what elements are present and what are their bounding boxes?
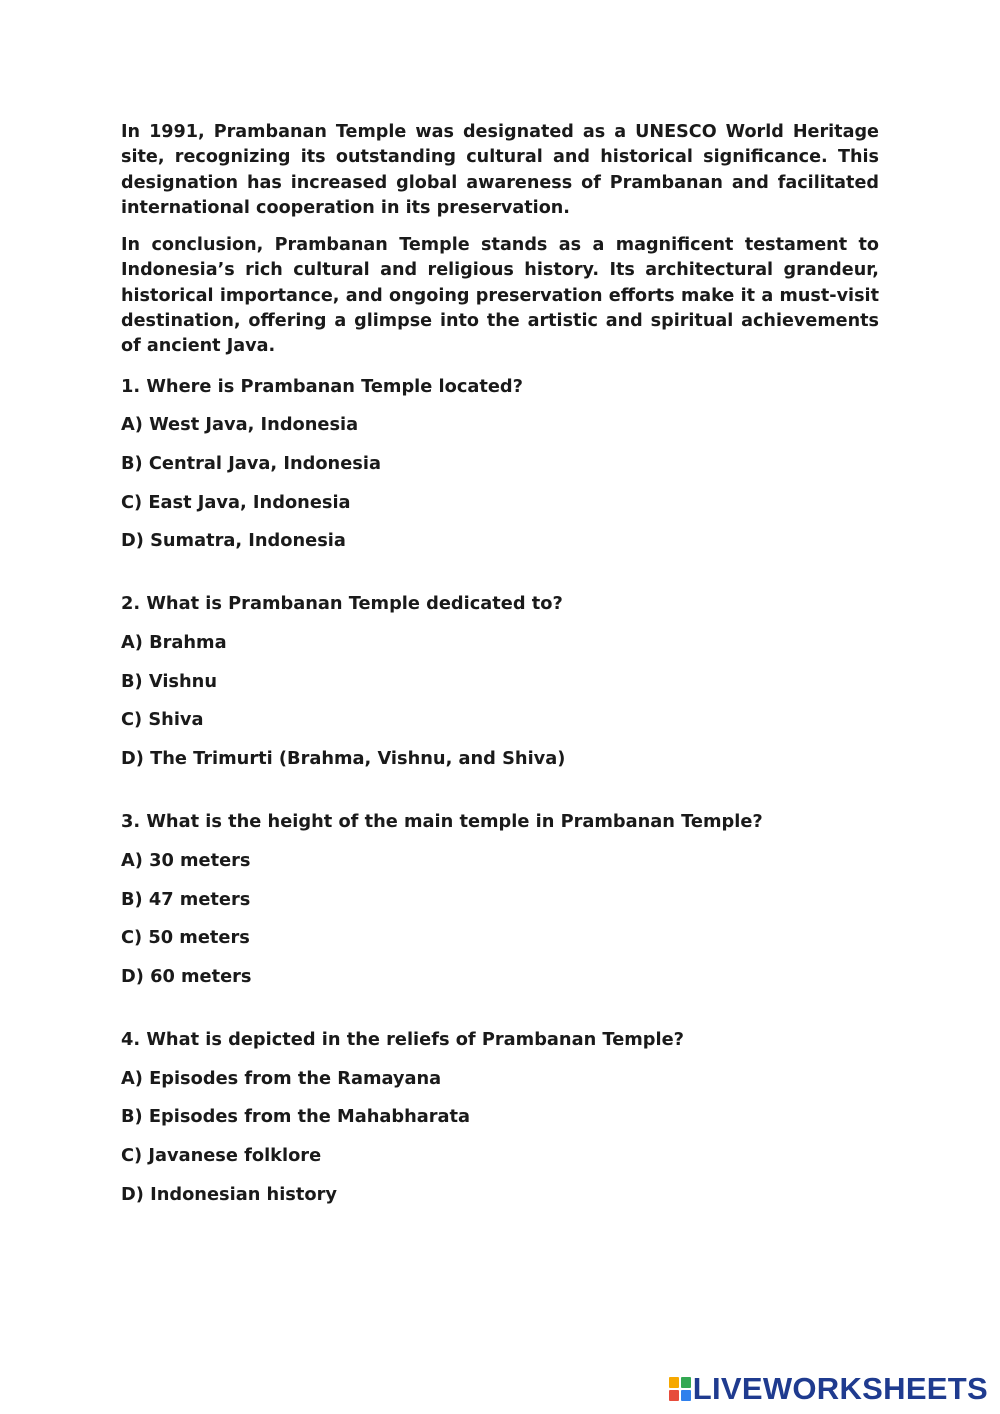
- question-3-option-a: A) 30 meters: [121, 849, 251, 871]
- question-1-option-d: D) Sumatra, Indonesia: [121, 530, 346, 552]
- question-4: [121, 1027, 879, 1207]
- question-3-option-c: C) 50 meters: [121, 927, 250, 949]
- liveworksheets-logo-text: LIVEWORKSHEETS: [692, 1371, 988, 1406]
- intro-paragraph-2: In conclusion, Prambanan Temple stands as a magnificent testament to Indonesia’s rich cultural and religious history. Its architectural grandeur, historical importance, and ongoing preservation efforts make it a must-visit destination, offering a glimpse into the artistic and spiritual achievements of ancient Java.: [121, 235, 879, 357]
- question-3-option-b: B) 47 meters: [121, 888, 251, 910]
- question-4-option-d: D) Indonesian history: [121, 1183, 337, 1205]
- question-4-option-c: C) Javanese folklore: [121, 1144, 322, 1166]
- question-2: [121, 591, 879, 771]
- question-2-option-c: C) Shiva: [121, 709, 204, 731]
- intro-paragraph-1: In 1991, Prambanan Temple was designated as a UNESCO World Heritage site, recognizing its outstanding cultural and historical significance. This designation has increased global awareness of Prambanan and facilitated international cooperation in its preservation.: [121, 122, 879, 218]
- liveworksheets-logo: [669, 1371, 988, 1406]
- question-2-option-a: A) Brahma: [121, 632, 227, 654]
- question-1-option-b: B) Central Java, Indonesia: [121, 453, 381, 475]
- question-1-option-a: A) West Java, Indonesia: [121, 414, 359, 436]
- question-1: [121, 374, 879, 554]
- question-2-option-d: D) The Trimurti (Brahma, Vishnu, and Shiva): [121, 748, 566, 770]
- question-4-option-b: B) Episodes from the Mahabharata: [121, 1106, 471, 1128]
- question-3-option-d: D) 60 meters: [121, 965, 252, 987]
- liveworksheets-logo-icon: [669, 1377, 691, 1401]
- question-4-text: 4. What is depicted in the reliefs of Prambanan Temple?: [121, 1028, 684, 1050]
- question-1-text: 1. Where is Prambanan Temple located?: [121, 375, 523, 397]
- question-3-text: 3. What is the height of the main temple in Prambanan Temple?: [121, 811, 763, 833]
- worksheet-page: [121, 120, 879, 1207]
- question-2-text: 2. What is Prambanan Temple dedicated to?: [121, 593, 563, 615]
- question-1-option-c: C) East Java, Indonesia: [121, 491, 351, 513]
- question-4-option-a: A) Episodes from the Ramayana: [121, 1067, 442, 1089]
- question-2-option-b: B) Vishnu: [121, 670, 217, 692]
- question-3: [121, 809, 879, 989]
